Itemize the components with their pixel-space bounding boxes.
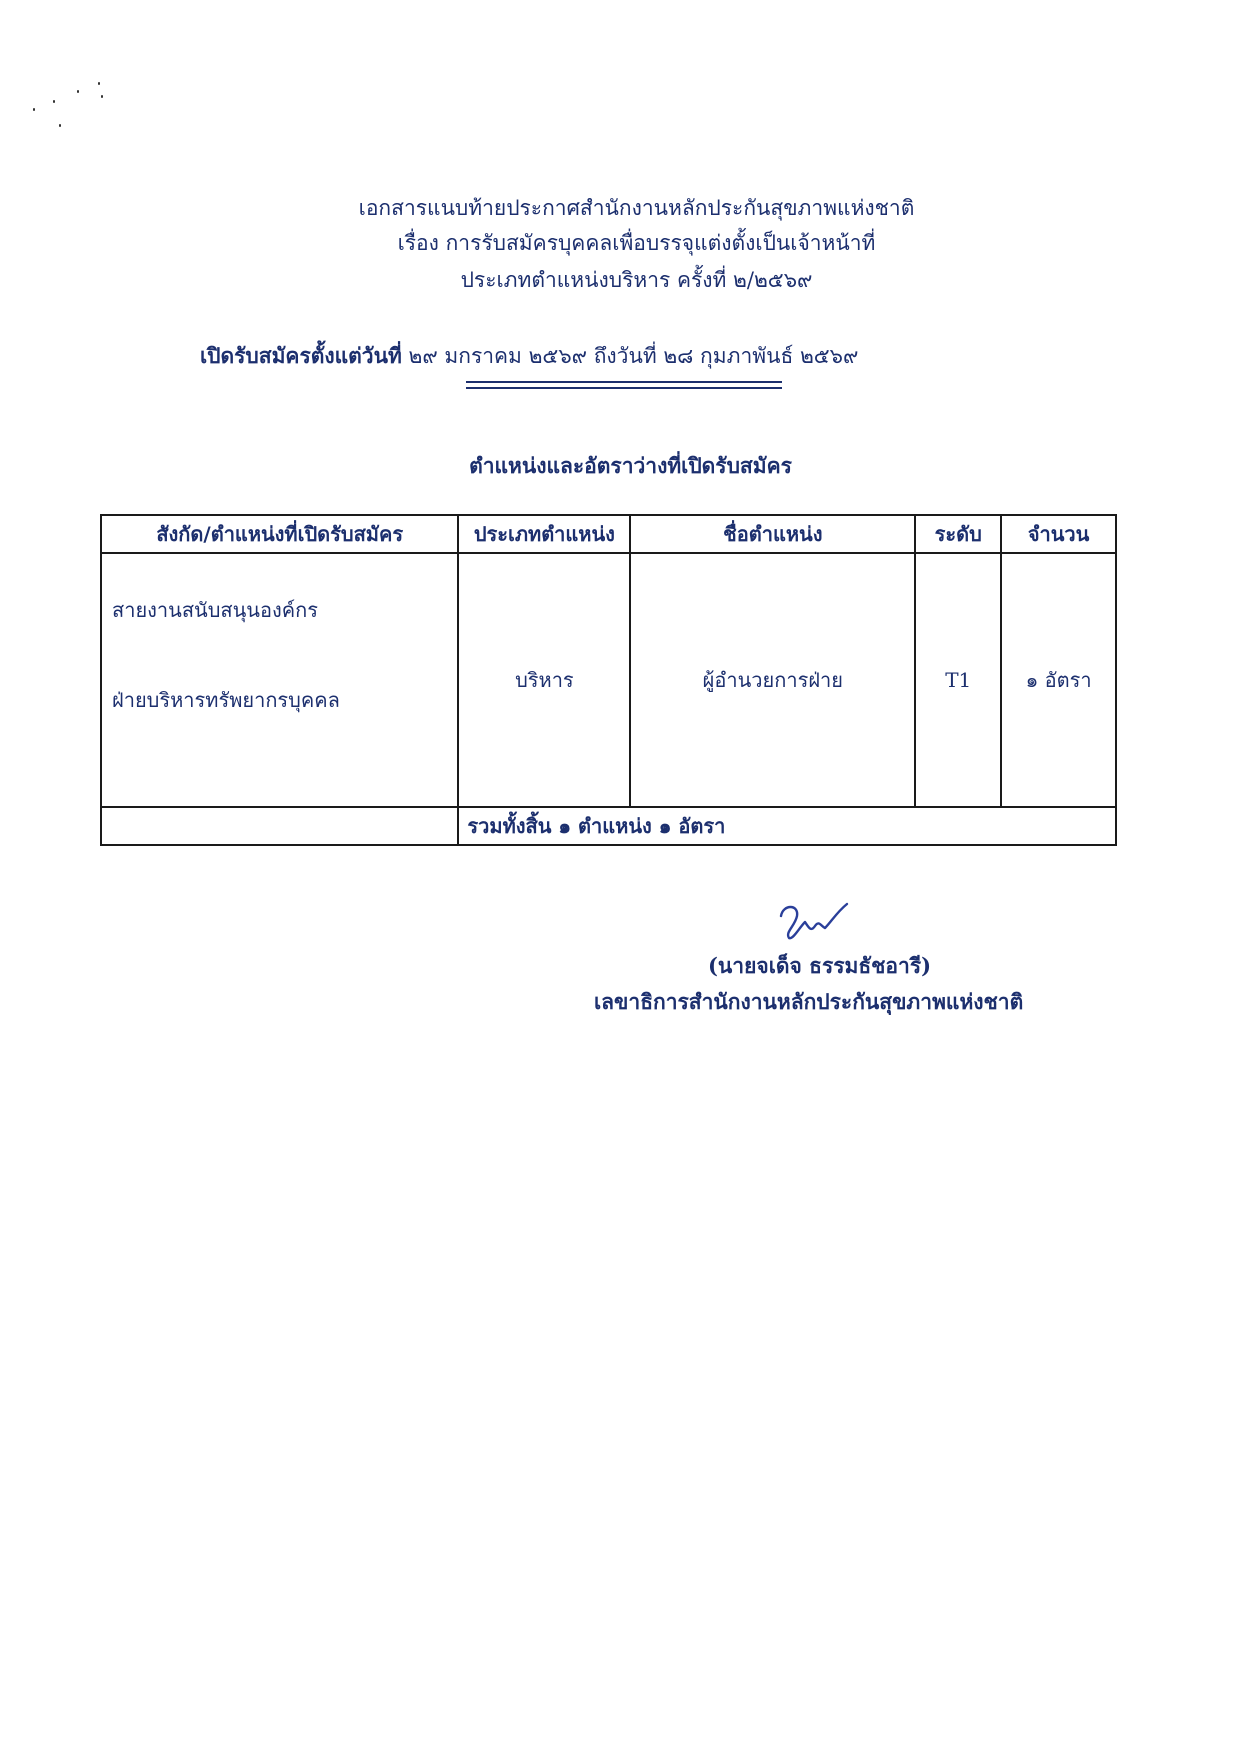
cell-count: ๑ อัตรา (1001, 553, 1116, 807)
positions-table (100, 514, 1117, 846)
unit-division: สายงานสนับสนุนองค์กร (112, 598, 318, 622)
header-count: จำนวน (1001, 515, 1116, 553)
cell-level: T1 (915, 553, 1001, 807)
total-empty-cell (101, 807, 458, 845)
document-title: เอกสารแนบท้ายประกาศสำนักงานหลักประกันสุขภาพแห่งชาติ (358, 196, 915, 220)
application-period-label: เปิดรับสมัครตั้งแต่วันที่ (200, 343, 402, 368)
cell-position: ผู้อำนวยการฝ่าย (630, 553, 915, 807)
header-position: ชื่อตำแหน่ง (630, 515, 915, 553)
table-header-row (101, 515, 1116, 553)
double-divider (466, 381, 782, 389)
signature-mark (775, 898, 855, 942)
table-total-row (101, 807, 1116, 845)
unit-department: ฝ่ายบริหารทรัพยากรบุคคล (112, 688, 340, 712)
scan-speck (33, 108, 35, 111)
table-row (101, 553, 1116, 807)
table-title: ตำแหน่งและอัตราว่างที่เปิดรับสมัคร (469, 453, 792, 478)
document-round: ประเภทตำแหน่งบริหาร ครั้งที่ ๒/๒๕๖๙ (460, 268, 813, 292)
cell-type: บริหาร (458, 553, 630, 807)
application-period (200, 340, 858, 373)
scan-speck (59, 124, 61, 127)
document-subject: เรื่อง การรับสมัครบุคคลเพื่อบรรจุแต่งตั้งเป็นเจ้าหน้าที่ (397, 231, 876, 255)
signer-name: (นายจเด็จ ธรรมธัชอารี) (708, 953, 932, 978)
cell-unit (101, 553, 458, 807)
scan-speck (77, 90, 79, 93)
scan-speck (53, 100, 55, 103)
application-period-value: ๒๙ มกราคม ๒๕๖๙ ถึงวันที่ ๒๘ กุมภาพันธ์ ๒๕๖๙ (408, 344, 859, 368)
scan-speck (98, 82, 100, 85)
header-unit: สังกัด/ตำแหน่งที่เปิดรับสมัคร (101, 515, 458, 553)
header-type: ประเภทตำแหน่ง (458, 515, 630, 553)
signer-title: เลขาธิการสำนักงานหลักประกันสุขภาพแห่งชาติ (594, 989, 1024, 1014)
header-level: ระดับ (915, 515, 1001, 553)
scan-speck (101, 95, 103, 98)
total-cell: รวมทั้งสิ้น ๑ ตำแหน่ง ๑ อัตรา (458, 807, 1116, 845)
